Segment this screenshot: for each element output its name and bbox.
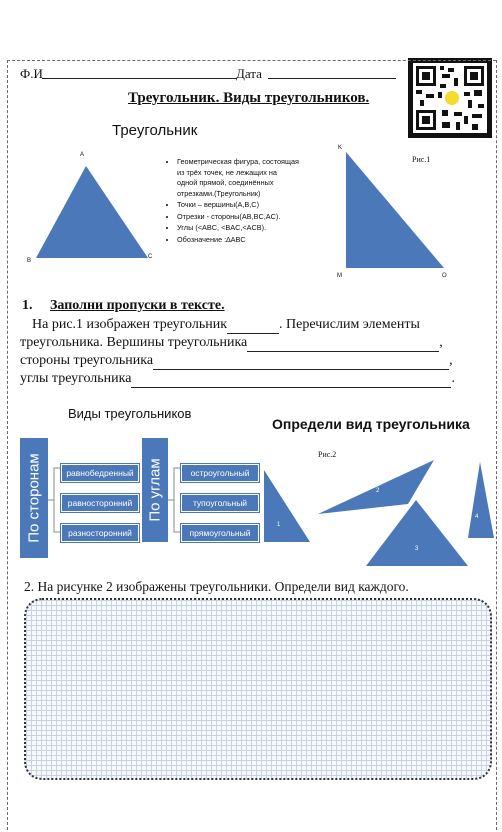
task1-line-1-start: На рис.1 изображен треугольник [32, 317, 228, 332]
acute-box: остроугольный [181, 464, 259, 482]
task1-line-4-dot: . [451, 371, 455, 386]
bullet-definition: • Геометрическая фигура, состоящая из трёх точек, не лежащих на одной прямой, соединённых отрезками.(Треугольник) [177, 157, 299, 199]
equilateral-box: равносторонний [61, 494, 139, 512]
triangle-4 [466, 460, 496, 540]
scalene-box: разносторонний [61, 524, 139, 542]
triangle-kmo [338, 150, 450, 274]
task1-line-3-text: стороны треугольника [20, 353, 154, 368]
task1-line-1-end: . Перечислим элементы [279, 317, 420, 332]
vertex-k-label: K [338, 145, 343, 151]
qr-pattern-icon [408, 58, 492, 138]
date-field[interactable] [268, 66, 396, 79]
triangle-4-number: 4 [475, 514, 479, 520]
angles-blank[interactable] [131, 373, 451, 388]
by-sides-label: По сторонам [25, 453, 43, 543]
vertices-blank[interactable] [247, 337, 439, 352]
triangle-1 [262, 468, 312, 544]
fio-label: Ф.И [20, 66, 43, 81]
figure-2-label: Рис.2 [318, 450, 337, 459]
obtuse-box: тупоугольный [181, 494, 259, 512]
vertex-m-label: M [337, 273, 342, 279]
bullet-notation: • Обозначение :∆ABC [177, 235, 299, 246]
task1-number: 1. [22, 298, 33, 313]
definition-heading: Треугольник [112, 122, 198, 139]
triangle-1-number: 1 [277, 522, 281, 528]
task1-line-1 [32, 316, 420, 334]
figure-1-label: Рис.1 [412, 155, 431, 164]
right-box: прямоугольный [181, 524, 259, 542]
types-heading: Виды треугольников [68, 406, 192, 421]
fio-field[interactable] [42, 66, 236, 79]
vertex-b-label: B [27, 258, 32, 264]
date-label: Дата [236, 66, 262, 81]
triangle-3 [364, 498, 470, 568]
sides-blank[interactable] [153, 355, 449, 370]
by-angles-box [142, 438, 168, 542]
vertex-c-label: C [148, 254, 153, 260]
definition-bullets [165, 157, 299, 246]
bullet-sides: • Отрезки - стороны(AB,BC,AC). [177, 212, 299, 223]
triangle-abc [30, 158, 158, 268]
task1-line-3-comma: , [449, 353, 453, 368]
qr-code [408, 58, 492, 138]
task1-heading: Заполни пропуски в тексте. [50, 298, 225, 313]
isosceles-box: равнобедренный [61, 464, 139, 482]
by-sides-box [20, 438, 48, 558]
task1-line-2-comma: , [439, 335, 443, 350]
vertex-a-label: A [80, 152, 85, 158]
task1-line-2-text: треугольника. Вершины треугольника [20, 335, 248, 350]
task1-line-2 [20, 334, 443, 352]
task1-line-4-text: углы треугольника [20, 371, 132, 386]
page-border-right [496, 60, 497, 830]
define-heading: Определи вид треугольника [272, 416, 470, 432]
page-border-top [7, 60, 496, 61]
triangle-2-number: 2 [376, 488, 380, 494]
task1-line-4 [20, 370, 455, 388]
page-border-left [7, 60, 8, 830]
page-title: Треугольник. Виды треугольников. [128, 90, 370, 106]
vertex-o-label: O [442, 273, 447, 279]
angles-bracket [168, 466, 182, 536]
triangle-name-blank[interactable] [227, 319, 279, 334]
triangle-3-number: 3 [415, 546, 419, 552]
task2-text: 2. На рисунке 2 изображены треугольники. Определи вид каждого. [24, 579, 409, 594]
answer-grid-box[interactable] [24, 598, 492, 780]
bullet-vertices: • Точки – вершины(A,B,C) [177, 200, 299, 211]
by-angles-label: По углам [146, 458, 164, 522]
sides-bracket [48, 466, 62, 536]
bullet-angles: • Углы (<ABC, <BAC,<ACB). [177, 223, 299, 234]
task1-line-3 [20, 352, 453, 370]
